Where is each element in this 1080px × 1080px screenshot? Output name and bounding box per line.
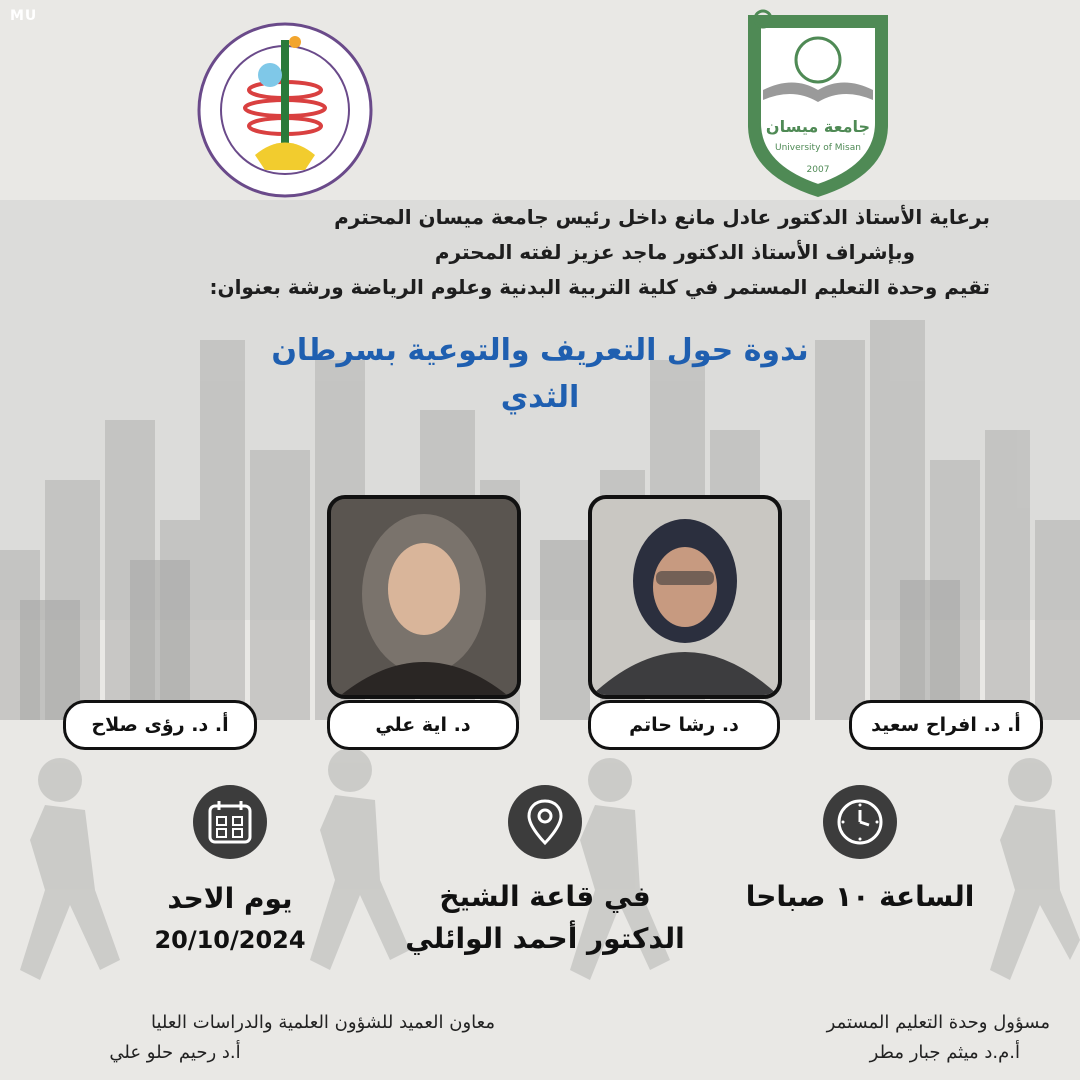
- event-venue-line2: الدكتور أحمد الوائلي: [405, 922, 685, 955]
- calendar-icon: [193, 785, 267, 859]
- speaker-photo-rasha-hatem: [588, 495, 782, 699]
- university-name-arabic: جامعة ميسان: [765, 117, 871, 136]
- university-name-english: University of Misan: [775, 143, 861, 153]
- event-time: الساعة ١٠ صباحا: [745, 880, 975, 913]
- event-day: يوم الاحد: [167, 882, 293, 915]
- speaker-portrait-icon: [592, 499, 778, 695]
- university-founding-year: 2007: [806, 165, 830, 175]
- speaker-name-pill: أ. د. رؤى صلاح: [63, 700, 257, 750]
- footer-left-title: معاون العميد للشؤون العلمية والدراسات العليا: [151, 1012, 495, 1033]
- footer-left-signatory: [25, 1008, 495, 1068]
- footer-left-name: أ.د رحيم حلو علي: [109, 1042, 241, 1063]
- speaker-name-pill: د. رشا حاتم: [588, 700, 780, 750]
- date-icon-badge: [193, 785, 267, 859]
- speaker-photo-aya-ali: [327, 495, 521, 699]
- clock-icon: [823, 785, 897, 859]
- speaker-name-pill: د. اية علي: [327, 700, 519, 750]
- university-of-misan-logo: [738, 5, 898, 200]
- location-icon-badge: [508, 785, 582, 859]
- event-venue-line1: في قاعة الشيخ: [439, 880, 651, 913]
- event-title-line2: الثدي: [500, 380, 580, 415]
- footer-right-name: أ.م.د ميثم جبار مطر: [869, 1042, 1020, 1063]
- college-of-physical-education-logo: [195, 20, 375, 200]
- footer-right-title: مسؤول وحدة التعليم المستمر: [826, 1012, 1050, 1033]
- location-pin-icon: [508, 785, 582, 859]
- watermark-label: MU: [10, 8, 38, 24]
- event-title-line1: ندوة حول التعريف والتوعية بسرطان: [271, 333, 809, 368]
- college-seal-icon: [195, 20, 375, 200]
- speaker-portrait-icon: [331, 499, 517, 695]
- speaker-name-pill: أ. د. افراح سعيد: [849, 700, 1043, 750]
- intro-line-organizer: تقيم وحدة التعليم المستمر في كلية التربية البدنية وعلوم الرياضة ورشة بعنوان:: [209, 275, 990, 299]
- time-icon-badge: [823, 785, 897, 859]
- intro-line-patronage: برعاية الأستاذ الدكتور عادل مانع داخل رئيس جامعة ميسان المحترم: [334, 205, 990, 229]
- footer-right-signatory: [740, 1008, 1050, 1068]
- intro-line-supervision: وبإشراف الأستاذ الدكتور ماجد عزيز لفته المحترم: [434, 240, 915, 264]
- event-date: 20/10/2024: [154, 926, 306, 954]
